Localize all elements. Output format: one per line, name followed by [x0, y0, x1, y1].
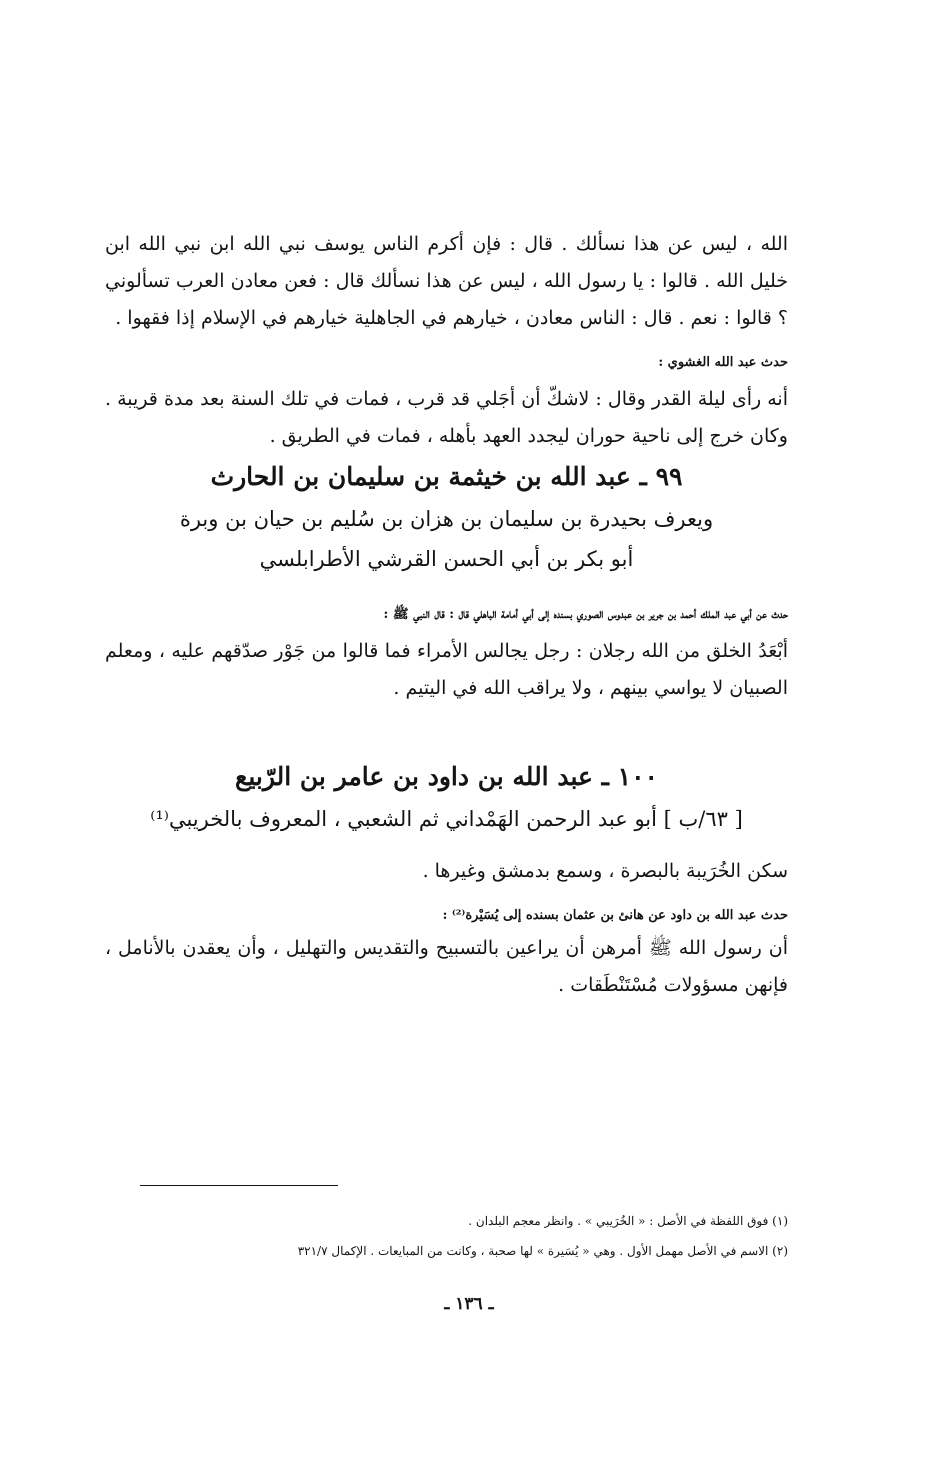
- entry-99-title: ٩٩ ـ عبد الله بن خيثمة بن سليمان بن الحارث: [210, 462, 683, 491]
- entry-99-isnad: حدث عن أبي عبد الملك أحمد بن جرير بن عبدوس الصوري بسنده إلى أبي أمامة الباهلي قال : قال النبي ﷺ :: [383, 607, 788, 622]
- opening-paragraph: الله ، ليس عن هذا نسألك . قال : فإن أكرم الناس يوسف نبي الله ابن نبي الله ابن خليل الله . قالوا : يا رسول الله ، ليس عن هذا نسألك قال : فعن معادن العرب تسألوني ؟ قالوا : نعم . قال : الناس معادن ، خيارهم في الجاهلية خيارهم في الإسلام إذا فقهوا .: [105, 233, 788, 329]
- entry-100-kunya: [ ٦٣/ب ] أبو عبد الرحمن الهَمْداني ثم الشعبي ، المعروف بالخريبي⁽¹⁾: [150, 807, 743, 831]
- entry-100-title: ١٠٠ ـ عبد الله بن داود بن عامر بن الرّبيع: [235, 762, 658, 791]
- entry-99-kunya: أبو بكر بن أبي الحسن القرشي الأطرابلسي: [259, 547, 634, 571]
- entry-99-lineage: ويعرف بحيدرة بن سليمان بن هزان بن سُليم بن حيان بن وبرة: [179, 507, 714, 531]
- narration-text: أنه رأى ليلة القدر وقال : لاشكّ أن أجَلي قد قرب ، فمات في تلك السنة بعد مدة قريبة . وكان خرج إلى ناحية حوران ليجدد العهد بأهله ، فمات في الطريق .: [105, 388, 788, 447]
- entry-99-hadith: أبْعَدُ الخلق من الله رجلان : رجل يجالس الأمراء فما قالوا من جَوْر صدّقهم عليه ، ومعلم الصبيان لا يواسي بينهم ، ولا يراقب الله في اليتيم .: [105, 640, 788, 699]
- page-number: ـ ١٣٦ ـ: [444, 1294, 494, 1314]
- footnote-1: (١) فوق اللفظة في الأصل : « الخُرَيبي » . وانظر معجم البلدان .: [468, 1214, 788, 1228]
- footnotes: [105, 1206, 788, 1266]
- entry-100-heading: [105, 755, 788, 839]
- narration-intro: حدث عبد الله الغشوي :: [658, 355, 788, 370]
- page-body: [105, 226, 788, 1004]
- entry-99-heading: [105, 455, 788, 579]
- entry-100-isnad: حدث عبد الله بن داود عن هانئ بن عثمان بسنده إلى يُسَيْرة⁽²⁾ :: [442, 908, 788, 923]
- footnote-2: (٢) الاسم في الأصل مهمل الأول . وهي « يُسَيرة » لها صحبة ، وكانت من المبايعات . الإكمال ٣٢١/٧: [297, 1244, 788, 1258]
- footnote-separator: [140, 1185, 338, 1186]
- entry-100-hadith: أن رسول الله ﷺ أمرهن أن يراعين بالتسبيح والتقديس والتهليل ، وأن يعقدن بالأنامل ، فإنهن مسؤولات مُسْتَنْطَقات .: [105, 937, 788, 996]
- entry-100-residence: سكن الخُرَيبة بالبصرة ، وسمع بدمشق وغيرها .: [422, 860, 788, 882]
